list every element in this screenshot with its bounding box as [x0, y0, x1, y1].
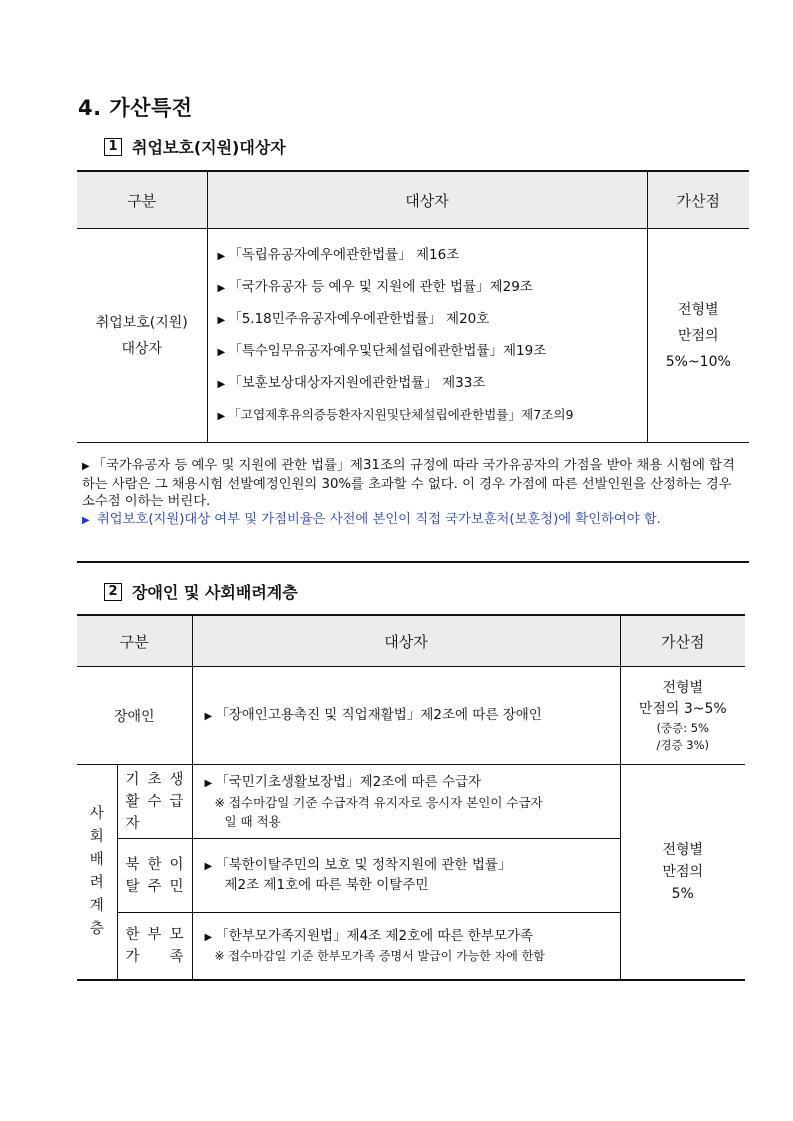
desc-text: 「국민기초생활보장법」제2조에 따른 수급자 — [215, 773, 482, 790]
law-text: 「독립유공자예우에관한법률」 제16조 — [228, 246, 460, 263]
label-text: 탈 주 민 — [125, 878, 184, 895]
label-char: 계 — [89, 898, 104, 914]
notes-block — [82, 457, 746, 529]
list-item — [218, 272, 647, 304]
points-subtext: (중증: 5% — [656, 720, 709, 735]
label-text: 자 — [125, 815, 140, 832]
desc-text: 「장애인고용촉진 및 직업재활법」제2조에 따른 장애인 — [215, 706, 542, 723]
law-text: 「특수임무유공자예우및단체설립에관한법률」제19조 — [228, 342, 547, 359]
social-points — [620, 765, 745, 981]
law-text: 「보훈보상대상자지원에관한법률」 제33조 — [228, 374, 486, 391]
category-cell — [77, 229, 207, 443]
header-category: 구분 — [77, 615, 192, 667]
law-text: 「고엽제후유의증등환자지원및단체설립에관한법률」제7조의9 — [228, 406, 574, 422]
row-desc — [192, 839, 620, 913]
label-char: 사 — [89, 806, 104, 822]
triangle-bullet-icon: ▶ — [204, 777, 213, 789]
points-text: 5% — [671, 886, 694, 902]
triangle-bullet-icon: ▶ — [217, 410, 226, 422]
triangle-bullet-icon: ▶ — [217, 250, 226, 262]
triangle-bullet-icon: ▶ — [217, 314, 226, 326]
label-text: 한 부 모 — [125, 927, 184, 943]
points-text: 만점의 — [662, 864, 704, 880]
label-text: 북 한 이 — [125, 856, 184, 873]
veterans-table — [77, 170, 749, 443]
label-text: 기 초 생 — [125, 771, 184, 788]
disabled-desc — [192, 667, 620, 765]
law-text: 「국가유공자 등 예우 및 지원에 관한 법률」제29조 — [228, 278, 533, 295]
row-label — [117, 765, 192, 839]
label-char: 배 — [89, 852, 104, 868]
table-header-row — [77, 171, 749, 229]
list-item — [218, 336, 647, 368]
table-row — [77, 765, 745, 839]
subsection-title: 장애인 및 사회배려계층 — [132, 583, 298, 602]
points-text: 전형별 — [677, 301, 719, 318]
points-text: 전형별 — [662, 842, 704, 858]
social-table — [77, 614, 745, 981]
number-box: 2 — [104, 583, 122, 601]
disabled-label: 장애인 — [77, 667, 192, 765]
row-label — [117, 913, 192, 981]
header-points: 가산점 — [647, 171, 749, 229]
subsection-heading-2 — [104, 580, 298, 603]
divider — [77, 561, 749, 563]
triangle-bullet-icon: ▶ — [217, 346, 226, 358]
desc-note: ※ 접수마감일 기준 한부모가족 증명서 발급이 가능한 자에 한함 — [214, 948, 545, 963]
note-text: 취업보호(지원)대상 여부 및 가점비율은 사전에 본인이 직접 국가보훈처(보훈청)에 확인하여야 함. — [96, 511, 661, 527]
triangle-bullet-icon: ▶ — [217, 378, 226, 390]
table-row — [77, 229, 749, 443]
header-category: 구분 — [77, 171, 207, 229]
row-desc — [192, 913, 620, 981]
points-text: 5%~10% — [665, 353, 731, 370]
triangle-bullet-icon: ▶ — [204, 861, 213, 872]
social-group-label — [77, 765, 117, 981]
label-text: 활 수 급 — [125, 793, 184, 810]
header-target: 대상자 — [207, 171, 647, 229]
label-text: 가 족 — [125, 949, 184, 965]
category-text: 대상자 — [121, 340, 163, 357]
disabled-points — [620, 667, 745, 765]
row-desc — [192, 765, 620, 839]
triangle-bullet-icon: ▶ — [217, 282, 226, 294]
label-char: 층 — [89, 921, 104, 937]
section-title: 4. 가산특전 — [78, 96, 193, 120]
note-item — [82, 457, 746, 511]
points-cell — [647, 229, 749, 443]
label-char: 회 — [89, 829, 104, 845]
desc-note: ※ 접수마감일 기준 수급자격 유지자로 응시자 본인이 수급자 — [214, 794, 543, 810]
note-item-highlight — [82, 511, 746, 530]
list-item — [218, 304, 647, 336]
triangle-bullet-icon: ▶ — [82, 514, 90, 526]
subsection-heading-1 — [104, 135, 286, 158]
label-char: 려 — [89, 875, 104, 891]
points-subtext: /경증 3%) — [656, 737, 709, 752]
row-label — [117, 839, 192, 913]
header-target: 대상자 — [192, 615, 620, 667]
points-text: 전형별 — [662, 679, 704, 696]
triangle-bullet-icon: ▶ — [204, 710, 213, 722]
table-row — [77, 667, 745, 765]
triangle-bullet-icon: ▶ — [204, 931, 213, 943]
note-text: 「국가유공자 등 예우 및 지원에 관한 법률」제31조의 규정에 따라 국가유공자의 가점을 받아 채용 시험에 합격하는 사람은 그 채용시험 선발예정인원의 30%를 초과할 수 없다. 이 경우 가점에 따른 선발인원을 산정하는 경우 소수점 이하는 버린다. — [82, 458, 735, 509]
number-box: 1 — [104, 138, 122, 156]
desc-text: 「한부모가족지원법」제4조 제2호에 따른 한부모가족 — [215, 927, 534, 944]
points-text: 만점의 3~5% — [638, 700, 727, 717]
table-header-row — [77, 615, 745, 667]
desc-note: 일 때 적용 — [224, 813, 281, 829]
law-text: 「5.18민주유공자예우에관한법률」 제20호 — [228, 310, 490, 327]
desc-text: 제2조 제1호에 따른 북한 이탈주민 — [224, 877, 429, 893]
list-item — [218, 400, 647, 432]
list-item — [218, 368, 647, 400]
list-item — [218, 240, 647, 272]
subsection-title: 취업보호(지원)대상자 — [132, 138, 286, 157]
target-cell — [207, 229, 647, 443]
header-points: 가산점 — [620, 615, 745, 667]
points-text: 만점의 — [677, 327, 719, 344]
triangle-bullet-icon: ▶ — [82, 461, 90, 472]
category-text: 취업보호(지원) — [95, 314, 188, 331]
desc-text: 「북한이탈주민의 보호 및 정착지원에 관한 법률」 — [215, 857, 512, 873]
